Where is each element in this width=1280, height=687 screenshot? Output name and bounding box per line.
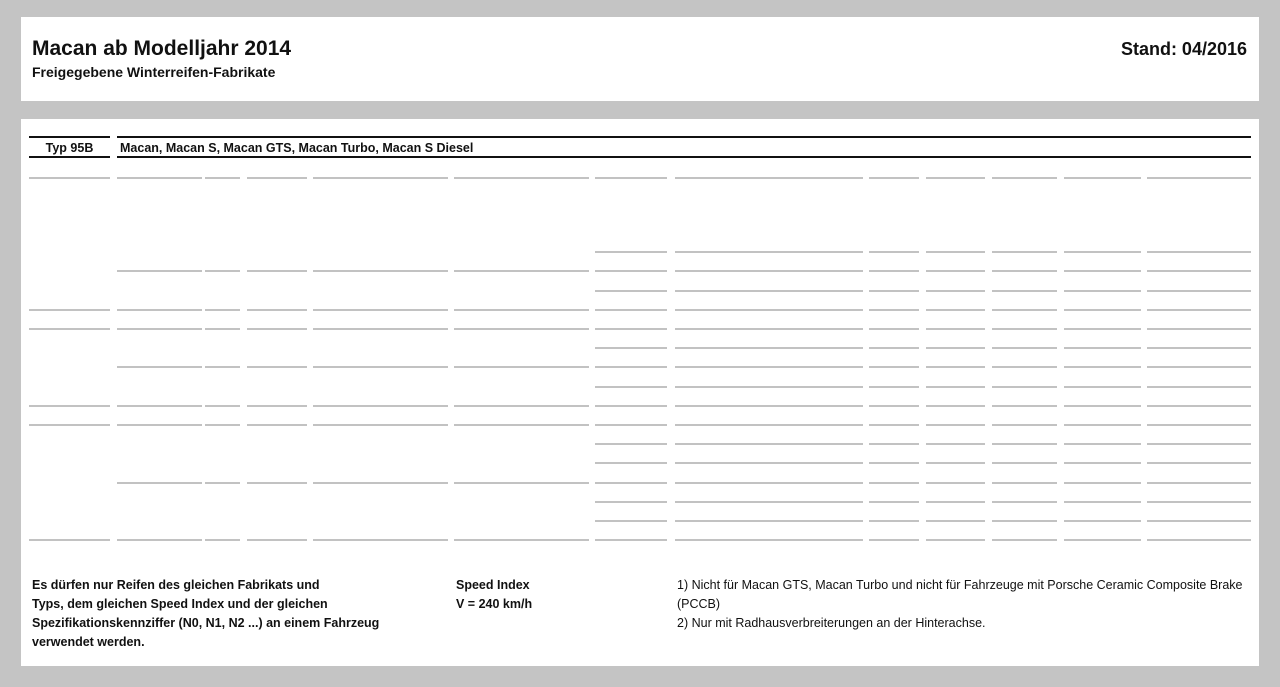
row-divider xyxy=(595,539,667,541)
row-divider xyxy=(675,520,863,522)
row-divider xyxy=(595,462,667,464)
row-divider xyxy=(869,501,919,503)
row-divider xyxy=(869,424,919,426)
row-divider xyxy=(205,405,240,407)
row-divider xyxy=(117,424,202,426)
row-divider xyxy=(454,270,589,272)
row-divider xyxy=(992,270,1057,272)
row-divider xyxy=(313,405,448,407)
row-divider xyxy=(869,177,919,179)
row-divider xyxy=(595,405,667,407)
row-divider xyxy=(869,539,919,541)
row-divider xyxy=(1147,405,1251,407)
row-divider xyxy=(313,270,448,272)
row-divider xyxy=(675,290,863,292)
row-divider xyxy=(1147,462,1251,464)
row-divider xyxy=(1064,539,1141,541)
row-divider xyxy=(247,177,307,179)
row-divider xyxy=(1064,386,1141,388)
row-divider xyxy=(675,309,863,311)
footnote-line: 2) Nur mit Radhausverbreiterungen an der Hinterachse. xyxy=(677,616,986,630)
row-divider xyxy=(29,177,110,179)
row-divider xyxy=(117,270,202,272)
row-divider xyxy=(869,270,919,272)
row-divider xyxy=(869,405,919,407)
row-divider xyxy=(992,328,1057,330)
row-divider xyxy=(1147,328,1251,330)
row-divider xyxy=(117,309,202,311)
row-divider xyxy=(247,309,307,311)
row-divider xyxy=(117,328,202,330)
row-divider xyxy=(926,386,985,388)
page-subtitle: Freigegebene Winterreifen-Fabrikate xyxy=(32,64,276,80)
row-divider xyxy=(247,270,307,272)
row-divider xyxy=(247,366,307,368)
row-divider xyxy=(205,328,240,330)
row-divider xyxy=(595,270,667,272)
row-divider xyxy=(205,270,240,272)
tire-table-panel xyxy=(21,119,1259,666)
row-divider xyxy=(117,177,202,179)
row-divider xyxy=(992,309,1057,311)
row-divider xyxy=(1064,520,1141,522)
row-divider xyxy=(926,443,985,445)
row-divider xyxy=(1064,328,1141,330)
row-divider xyxy=(313,424,448,426)
row-divider xyxy=(869,443,919,445)
row-divider xyxy=(1064,462,1141,464)
row-divider xyxy=(926,424,985,426)
row-divider xyxy=(595,482,667,484)
row-divider xyxy=(595,251,667,253)
row-divider xyxy=(926,309,985,311)
row-divider xyxy=(595,386,667,388)
row-divider xyxy=(869,366,919,368)
row-divider xyxy=(926,501,985,503)
row-divider xyxy=(205,309,240,311)
row-divider xyxy=(595,366,667,368)
row-divider xyxy=(1064,270,1141,272)
row-divider xyxy=(675,177,863,179)
row-divider xyxy=(1147,501,1251,503)
row-divider xyxy=(992,177,1057,179)
row-divider xyxy=(675,443,863,445)
row-divider xyxy=(926,482,985,484)
row-divider xyxy=(454,177,589,179)
row-divider xyxy=(992,386,1057,388)
row-divider xyxy=(675,366,863,368)
header-panel xyxy=(21,17,1259,101)
row-divider xyxy=(1064,347,1141,349)
row-divider xyxy=(1064,482,1141,484)
footnote-line: (PCCB) xyxy=(677,597,721,611)
usage-rule-line: Typs, dem gleichen Speed Index und der gleichen xyxy=(32,597,328,611)
row-divider xyxy=(675,462,863,464)
row-divider xyxy=(992,251,1057,253)
row-divider xyxy=(595,290,667,292)
typ-label: Typ 95B xyxy=(29,136,110,158)
row-divider xyxy=(247,482,307,484)
row-divider xyxy=(1064,424,1141,426)
row-divider xyxy=(595,501,667,503)
row-divider xyxy=(869,328,919,330)
row-divider xyxy=(313,539,448,541)
row-divider xyxy=(926,177,985,179)
row-divider xyxy=(454,366,589,368)
row-divider xyxy=(595,177,667,179)
row-divider xyxy=(247,539,307,541)
row-divider xyxy=(992,424,1057,426)
row-divider xyxy=(454,405,589,407)
row-divider xyxy=(247,424,307,426)
row-divider xyxy=(1147,482,1251,484)
row-divider xyxy=(1147,290,1251,292)
row-divider xyxy=(1064,309,1141,311)
row-divider xyxy=(1064,290,1141,292)
usage-rule-line: Spezifikationskennziffer (N0, N1, N2 ...) an einem Fahrzeug xyxy=(32,616,380,630)
row-divider xyxy=(29,424,110,426)
row-divider xyxy=(992,443,1057,445)
row-divider xyxy=(992,347,1057,349)
row-divider xyxy=(595,520,667,522)
row-divider xyxy=(205,366,240,368)
row-divider xyxy=(205,482,240,484)
row-divider xyxy=(29,539,110,541)
row-divider xyxy=(205,424,240,426)
usage-rule-note xyxy=(32,576,379,652)
row-divider xyxy=(992,482,1057,484)
row-divider xyxy=(247,405,307,407)
row-divider xyxy=(926,405,985,407)
row-divider xyxy=(205,539,240,541)
row-divider xyxy=(675,539,863,541)
row-divider xyxy=(992,366,1057,368)
row-divider xyxy=(1064,443,1141,445)
row-divider xyxy=(1147,424,1251,426)
speed-index-label: Speed Index xyxy=(456,578,530,592)
row-divider xyxy=(926,290,985,292)
row-divider xyxy=(869,290,919,292)
row-divider xyxy=(869,520,919,522)
row-divider xyxy=(1064,501,1141,503)
row-divider xyxy=(675,251,863,253)
row-divider xyxy=(313,177,448,179)
row-divider xyxy=(313,366,448,368)
row-divider xyxy=(205,177,240,179)
row-divider xyxy=(117,405,202,407)
row-divider xyxy=(117,539,202,541)
row-divider xyxy=(675,424,863,426)
row-divider xyxy=(992,539,1057,541)
row-divider xyxy=(595,424,667,426)
row-divider xyxy=(869,251,919,253)
stand-date: Stand: 04/2016 xyxy=(1120,39,1247,59)
row-divider xyxy=(992,405,1057,407)
row-divider xyxy=(1147,520,1251,522)
row-divider xyxy=(29,309,110,311)
row-divider xyxy=(1064,251,1141,253)
row-divider xyxy=(869,386,919,388)
row-divider xyxy=(1147,347,1251,349)
row-divider xyxy=(313,328,448,330)
row-divider xyxy=(29,405,110,407)
row-divider xyxy=(926,366,985,368)
typ-models: Macan, Macan S, Macan GTS, Macan Turbo, Macan S Diesel xyxy=(117,136,1251,158)
row-divider xyxy=(675,501,863,503)
row-divider xyxy=(1147,270,1251,272)
footnote-line: 1) Nicht für Macan GTS, Macan Turbo und nicht für Fahrzeuge mit Porsche Ceramic Composite Brake xyxy=(677,578,1243,592)
row-divider xyxy=(926,347,985,349)
row-divider xyxy=(1147,386,1251,388)
row-divider xyxy=(313,482,448,484)
row-divider xyxy=(1064,177,1141,179)
row-divider xyxy=(454,328,589,330)
row-divider xyxy=(675,347,863,349)
row-divider xyxy=(675,482,863,484)
row-divider xyxy=(1147,309,1251,311)
footnotes xyxy=(677,576,1257,633)
row-divider xyxy=(675,386,863,388)
row-divider xyxy=(869,482,919,484)
row-divider xyxy=(247,328,307,330)
row-divider xyxy=(1147,366,1251,368)
row-divider xyxy=(595,443,667,445)
row-divider xyxy=(926,251,985,253)
row-divider xyxy=(1147,177,1251,179)
row-divider xyxy=(454,424,589,426)
row-divider xyxy=(595,328,667,330)
row-divider xyxy=(595,347,667,349)
row-divider xyxy=(1147,539,1251,541)
row-divider xyxy=(992,520,1057,522)
row-divider xyxy=(926,520,985,522)
row-divider xyxy=(313,309,448,311)
row-divider xyxy=(117,482,202,484)
usage-rule-line: verwendet werden. xyxy=(32,635,145,649)
row-divider xyxy=(454,482,589,484)
row-divider xyxy=(869,462,919,464)
row-divider xyxy=(926,328,985,330)
row-divider xyxy=(992,501,1057,503)
row-divider xyxy=(675,328,863,330)
speed-index-note xyxy=(456,576,532,614)
row-divider xyxy=(454,309,589,311)
row-divider xyxy=(926,539,985,541)
row-divider xyxy=(869,347,919,349)
row-divider xyxy=(869,309,919,311)
row-divider xyxy=(29,328,110,330)
row-divider xyxy=(926,462,985,464)
row-divider xyxy=(1064,366,1141,368)
row-divider xyxy=(117,366,202,368)
row-divider xyxy=(675,405,863,407)
row-divider xyxy=(454,539,589,541)
row-divider xyxy=(595,309,667,311)
usage-rule-line: Es dürfen nur Reifen des gleichen Fabrikats und xyxy=(32,578,320,592)
row-divider xyxy=(992,462,1057,464)
row-divider xyxy=(1147,443,1251,445)
row-divider xyxy=(675,270,863,272)
row-divider xyxy=(926,270,985,272)
row-divider xyxy=(1064,405,1141,407)
row-divider xyxy=(1147,251,1251,253)
page-title: Macan ab Modelljahr 2014 xyxy=(32,37,292,60)
speed-index-value: V = 240 km/h xyxy=(456,597,533,611)
row-divider xyxy=(992,290,1057,292)
